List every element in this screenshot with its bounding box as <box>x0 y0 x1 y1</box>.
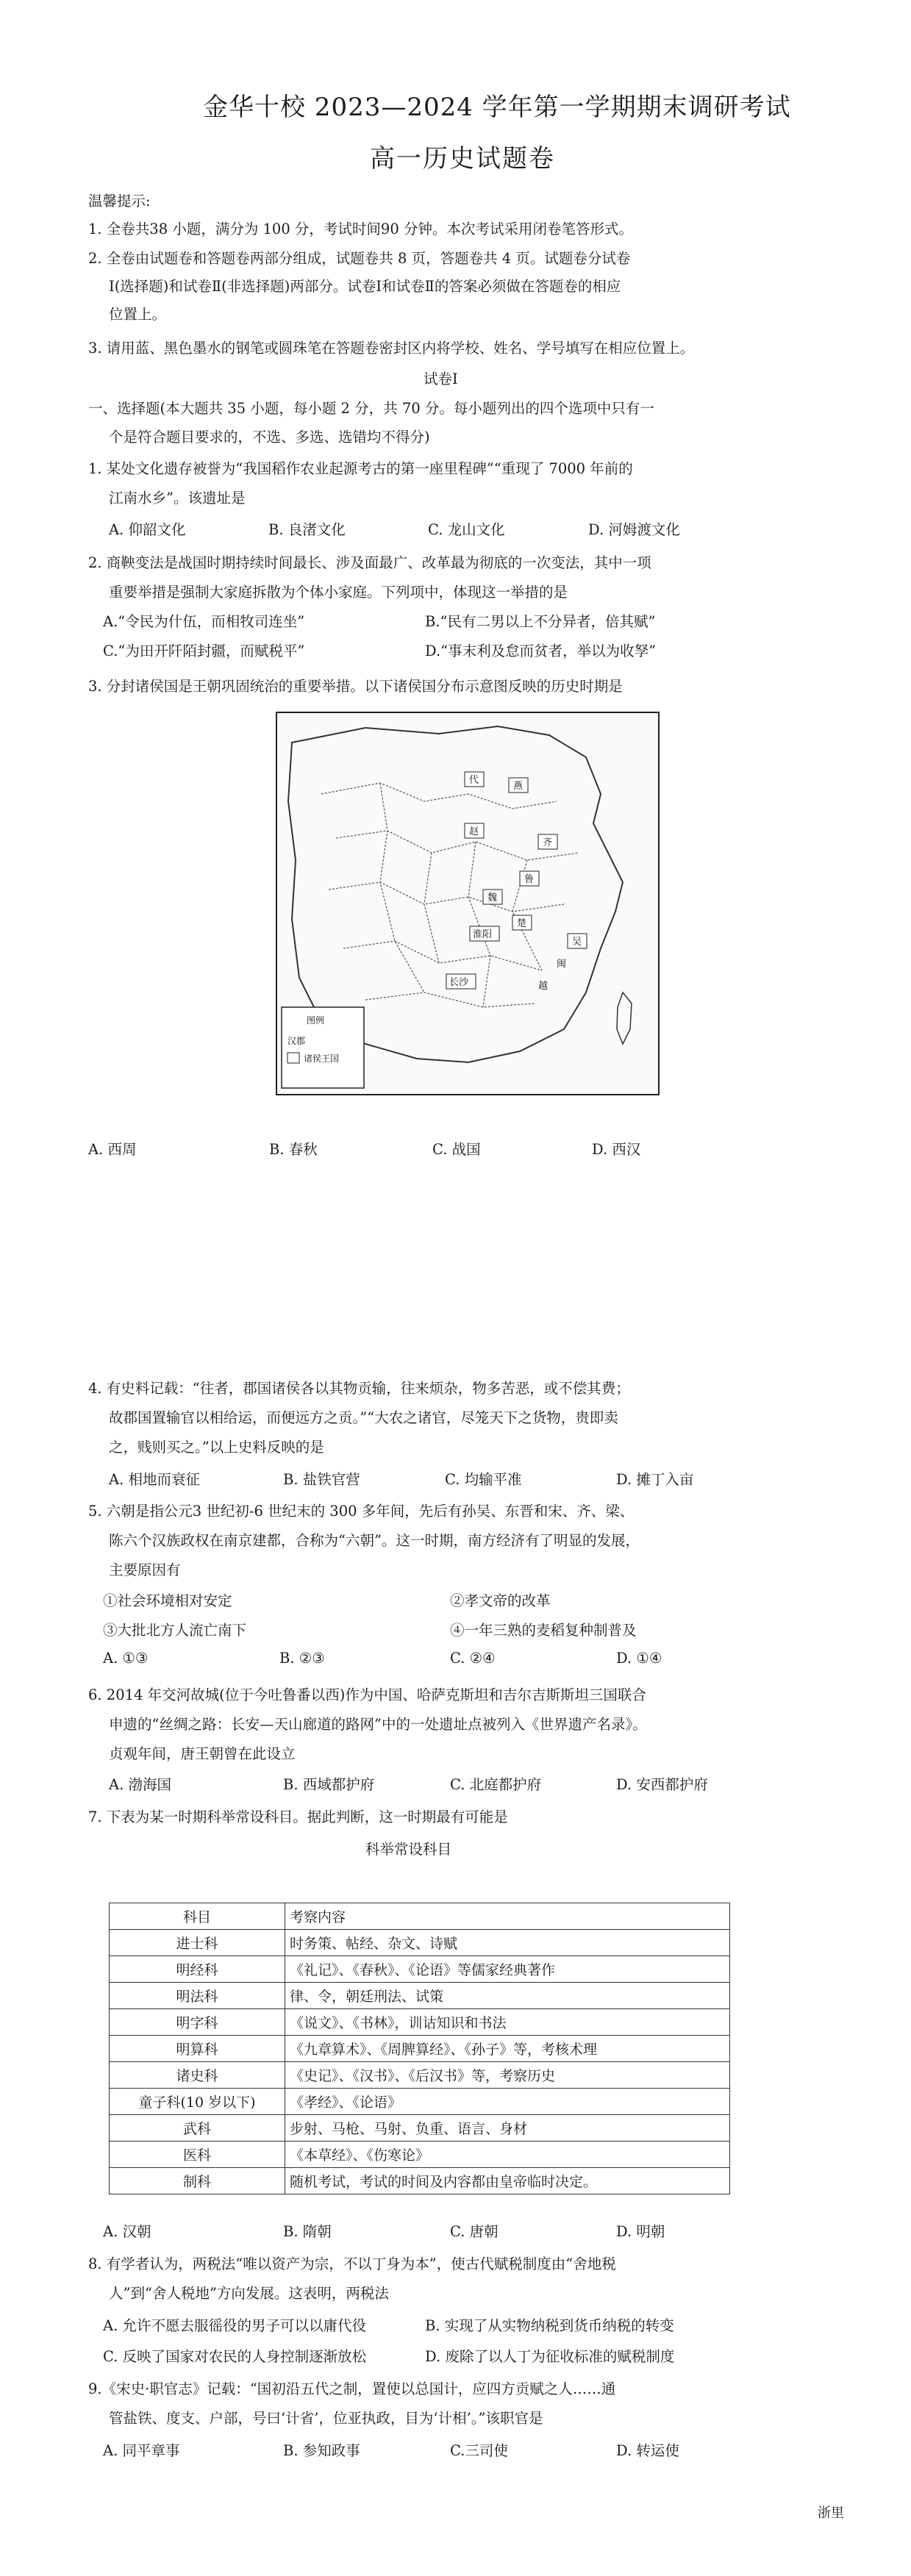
legend-item: 诸侯王国 <box>304 1053 340 1064</box>
table-cell: 时务策、帖经、杂文、诗赋 <box>285 1930 730 1956</box>
exam-subtitle: 高一历史试题卷 <box>370 144 555 173</box>
table-cell: 《说文》、《书林》，训诂知识和书法 <box>285 2009 730 2036</box>
feudal-states-map <box>276 712 660 1095</box>
notice-line: 1. 全卷共38 小题，满分为 100 分，考试时间90 分钟。本次考试采用闭卷笔答形式。 <box>88 221 633 237</box>
question-stem: 4. 有史料记载：“往者，郡国诸侯各以其物贡输，往来烦杂，物多苦恶，或不偿其费； <box>88 1380 630 1397</box>
q8-option-b[interactable]: B. 实现了从实物纳税到货币纳税的转变 <box>425 2317 674 2334</box>
state-label: 齐 <box>543 837 553 848</box>
table-row <box>110 1983 730 2009</box>
q5-option-a[interactable]: A. ①③ <box>103 1650 149 1667</box>
notice-line: Ⅰ(选择题)和试卷Ⅱ(非选择题)两部分。试卷Ⅰ和试卷Ⅱ的答案必须做在答题卷的相应 <box>109 278 621 295</box>
table-row <box>110 2115 730 2142</box>
state-label: 魏 <box>487 892 498 904</box>
table-cell: 《九章算术》、《周脾算经》、《孙子》等，考核术理 <box>285 2036 730 2062</box>
legend-title: 图例 <box>307 1015 325 1026</box>
q4-option-a[interactable]: A. 相地而衰征 <box>109 1471 200 1488</box>
q2-option-d[interactable]: D.“事末利及怠而贫者，举以为收孥” <box>425 643 657 659</box>
table-cell: 武科 <box>110 2115 285 2142</box>
table-cell: 明经科 <box>110 1956 285 1983</box>
state-label: 长沙 <box>449 977 469 988</box>
question-stem: 江南水乡”。该遗址是 <box>109 490 246 507</box>
q7-option-a[interactable]: A. 汉朝 <box>103 2223 151 2240</box>
q3-option-a[interactable]: A. 西周 <box>88 1141 137 1158</box>
table-cell: 《本草经》、《伤寒论》 <box>285 2142 730 2168</box>
table-row <box>110 2036 730 2062</box>
notice-line: 3. 请用蓝、黑色墨水的钢笔或圆珠笔在答题卷密封区内将学校、姓名、学号填写在相应位置上。 <box>88 340 695 357</box>
question-stem: 9.《宋史·职官志》记载：“国初沿五代之制，置使以总国计，应四方贡赋之人……通 <box>88 2380 616 2397</box>
q5-item: ④一年三熟的麦稻复种制普及 <box>450 1622 637 1639</box>
notice-line: 位置上。 <box>109 306 167 323</box>
question-stem: 申遗的“丝绸之路：长安—天山廊道的路网”中的一处遗址点被列入《世界遗产名录》。 <box>109 1716 647 1733</box>
question-stem: 故郡国置输官以相给运，而便远方之贡。”“大农之诸官，尽笼天下之货物，贵即卖 <box>109 1409 618 1426</box>
q6-option-d[interactable]: D. 安西都护府 <box>616 1776 708 1793</box>
state-label: 鲁 <box>524 874 535 885</box>
q1-option-b[interactable]: B. 良渚文化 <box>268 521 346 538</box>
q6-option-c[interactable]: C. 北庭都护府 <box>450 1776 542 1793</box>
table-cell: 明字科 <box>110 2009 285 2036</box>
section-instruction: 一、选择题(本大题共 35 小题，每小题 2 分，共 70 分。每小题列出的四个选项中只有一 <box>88 400 654 417</box>
table-cell: 《礼记》、《春秋》、《论语》等儒家经典著作 <box>285 1956 730 1983</box>
q2-option-c[interactable]: C.“为田开阡陌封疆，而赋税平” <box>103 643 305 659</box>
question-stem: 8. 有学者认为，两税法“唯以资产为宗，不以丁身为本”，使古代赋税制度由“舍地税 <box>88 2255 616 2272</box>
question-stem: 7. 下表为某一时期科举常设科目。据此判断，这一时期最有可能是 <box>88 1808 508 1825</box>
table-cell: 诸史科 <box>110 2062 285 2089</box>
table-row <box>110 2009 730 2036</box>
q8-option-d[interactable]: D. 废除了以人丁为征收标准的赋税制度 <box>425 2348 675 2365</box>
q5-item: ③大批北方人流亡南下 <box>103 1622 247 1639</box>
q7-option-c[interactable]: C. 唐朝 <box>450 2223 499 2240</box>
state-label: 淮阳 <box>473 929 493 940</box>
q9-option-a[interactable]: A. 同平章事 <box>103 2442 180 2459</box>
q8-option-a[interactable]: A. 允许不愿去服徭役的男子可以以庸代役 <box>103 2317 366 2334</box>
q3-option-c[interactable]: C. 战国 <box>432 1141 481 1158</box>
table-cell: 明算科 <box>110 2036 285 2062</box>
q6-option-b[interactable]: B. 西域都护府 <box>283 1776 375 1793</box>
table-cell: 随机考试，考试的时间及内容都由皇帝临时决定。 <box>285 2168 730 2194</box>
q2-option-b[interactable]: B.“民有二男以上不分异者，倍其赋” <box>425 613 656 630</box>
question-stem: 人”到“舍人税地”方向发展。这表明，两税法 <box>109 2285 389 2302</box>
q8-option-c[interactable]: C. 反映了国家对农民的人身控制逐渐放松 <box>103 2348 367 2365</box>
table-header-row <box>110 1903 730 1930</box>
question-stem: 1. 某处文化遗存被誉为“我国稻作农业起源考古的第一座里程碑”“重现了 7000 年前的 <box>88 460 633 477</box>
table-row <box>110 2062 730 2089</box>
state-label: 燕 <box>513 781 524 792</box>
q3-option-d[interactable]: D. 西汉 <box>592 1141 641 1158</box>
state-label: 楚 <box>517 918 527 929</box>
q4-option-b[interactable]: B. 盐铁官营 <box>283 1471 360 1488</box>
state-label: 代 <box>469 775 479 786</box>
table-row <box>110 2142 730 2168</box>
notice-heading: 温馨提示: <box>88 193 151 210</box>
q4-option-c[interactable]: C. 均输平准 <box>445 1471 522 1488</box>
question-stem: 管盐铁、度支、户部，号曰‘计省’，位亚执政，目为‘计相’。”该职官是 <box>109 2410 543 2427</box>
q2-option-a[interactable]: A.“令民为什伍，而相牧司连坐” <box>103 613 305 630</box>
question-stem: 3. 分封诸侯国是王朝巩固统治的重要举措。以下诸侯国分布示意图反映的历史时期是 <box>88 678 623 695</box>
corner-mark: 浙里 <box>818 2505 844 2521</box>
table-cell: 《史记》、《汉书》、《后汉书》等，考察历史 <box>285 2062 730 2089</box>
border-lines <box>321 783 579 1007</box>
state-label: 闽 <box>557 959 567 970</box>
question-stem: 陈六个汉族政权在南京建都，合称为“六朝”。这一时期，南方经济有了明显的发展， <box>109 1532 640 1549</box>
section-instruction: 个是符合题目要求的，不选、多选、选错均不得分) <box>109 429 430 446</box>
question-stem: 2. 商鞅变法是战国时期持续时间最长、涉及面最广、改革最为彻底的一次变法，其中一项 <box>88 554 651 571</box>
q9-option-d[interactable]: D. 转运使 <box>616 2442 679 2459</box>
q5-option-c[interactable]: C. ②④ <box>450 1650 496 1667</box>
island-outline <box>617 992 632 1044</box>
legend-item: 汉郡 <box>287 1036 306 1046</box>
q5-item: ①社会环境相对安定 <box>103 1592 232 1609</box>
state-label: 吴 <box>572 937 582 948</box>
notice-line: 2. 全卷由试题卷和答题卷两部分组成，试题卷共 8 页，答题卷共 4 页。试题卷分试卷 <box>88 250 631 267</box>
q4-option-d[interactable]: D. 摊丁入亩 <box>616 1471 694 1488</box>
table-title: 科举常设科目 <box>365 1841 452 1858</box>
q6-option-a[interactable]: A. 渤海国 <box>109 1776 171 1793</box>
q9-option-c[interactable]: C.三司使 <box>450 2442 508 2459</box>
q7-option-d[interactable]: D. 明朝 <box>616 2223 665 2240</box>
table-row <box>110 1930 730 1956</box>
question-stem: 6. 2014 年交河故城(位于今吐鲁番以西)作为中国、哈萨克斯坦和吉尔吉斯斯坦三国联合 <box>88 1686 646 1703</box>
exam-subjects-table <box>109 1903 730 2194</box>
q5-option-d[interactable]: D. ①④ <box>616 1650 662 1667</box>
table-row <box>110 1956 730 1983</box>
q5-item: ②孝文帝的改革 <box>450 1592 551 1609</box>
table-cell: 童子科(10 岁以下) <box>110 2089 285 2115</box>
question-stem: 5. 六朝是指公元3 世纪初-6 世纪末的 300 多年间，先后有孙吴、东晋和宋、齐、梁、 <box>88 1503 635 1520</box>
map-svg <box>277 713 658 1094</box>
table-cell: 制科 <box>110 2168 285 2194</box>
question-stem: 重要举措是强制大家庭拆散为个体小家庭。下列项中，体现这一举措的是 <box>109 584 568 601</box>
table-cell: 进士科 <box>110 1930 285 1956</box>
table-header-cell: 考察内容 <box>285 1903 730 1930</box>
table-row <box>110 2168 730 2194</box>
q1-option-d[interactable]: D. 河姆渡文化 <box>588 521 680 538</box>
q5-option-b[interactable]: B. ②③ <box>279 1650 325 1667</box>
exam-title: 金华十校 2023—2024 学年第一学期期末调研考试 <box>203 93 791 122</box>
table-cell: 明法科 <box>110 1983 285 2009</box>
q1-option-c[interactable]: C. 龙山文化 <box>428 521 505 538</box>
question-stem: 主要原因有 <box>109 1561 181 1578</box>
table-cell: 《孝经》、《论语》 <box>285 2089 730 2115</box>
table-cell: 医科 <box>110 2142 285 2168</box>
state-label: 越 <box>538 981 549 992</box>
question-stem: 贞观年间，唐王朝曾在此设立 <box>109 1745 296 1762</box>
table-row <box>110 2089 730 2115</box>
section-title: 试卷Ⅰ <box>424 371 458 387</box>
q7-option-b[interactable]: B. 隋朝 <box>283 2223 332 2240</box>
question-stem: 之，贱则买之。”以上史料反映的是 <box>109 1439 324 1456</box>
table-cell: 律、令，朝廷刑法、试策 <box>285 1983 730 2009</box>
q1-option-a[interactable]: A. 仰韶文化 <box>109 521 186 538</box>
q3-option-b[interactable]: B. 春秋 <box>269 1141 318 1158</box>
table-header-cell: 科目 <box>110 1903 285 1930</box>
q9-option-b[interactable]: B. 参知政事 <box>283 2442 360 2459</box>
state-label: 赵 <box>469 826 479 837</box>
table-cell: 步射、马枪、马射、负重、语言、身材 <box>285 2115 730 2142</box>
